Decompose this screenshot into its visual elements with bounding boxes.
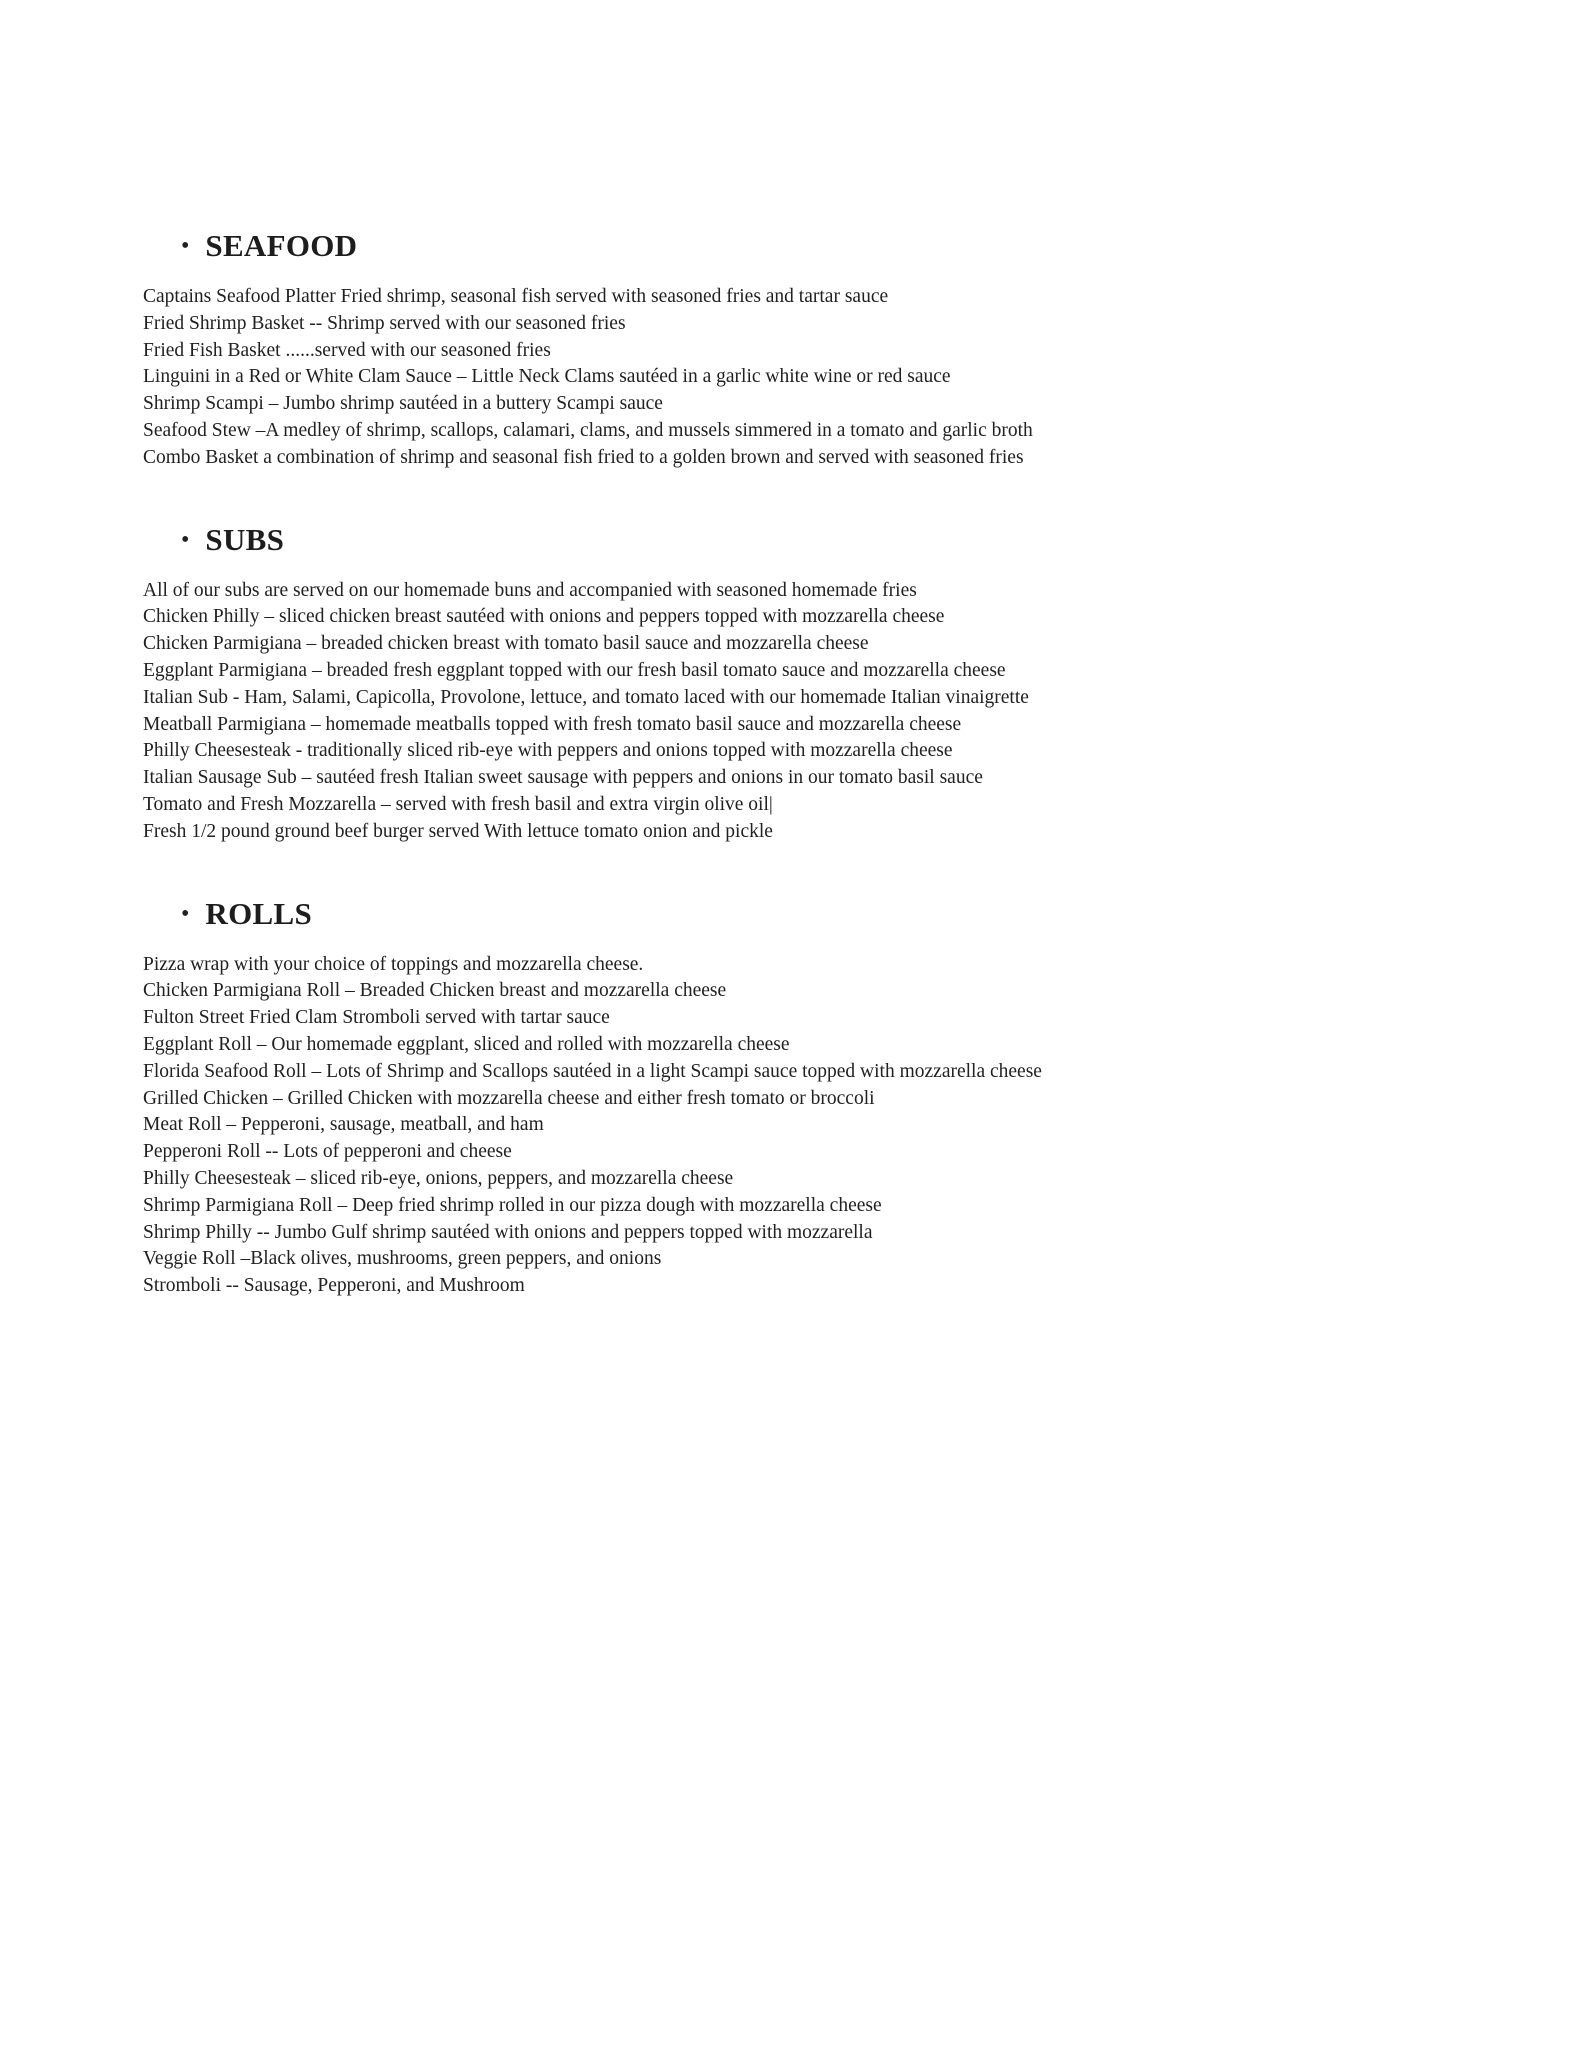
menu-section-rolls [143,896,1492,1300]
menu-item-line: Seafood Stew –A medley of shrimp, scallops, calamari, clams, and mussels simmered in a tomato and garlic broth [143,419,1033,441]
menu-item-line: Meatball Parmigiana – homemade meatballs topped with fresh tomato basil sauce and mozzarella cheese [143,713,962,735]
menu-item-line: Shrimp Parmigiana Roll – Deep fried shrimp rolled in our pizza dough with mozzarella cheese [143,1194,882,1216]
menu-item-line: Chicken Philly – sliced chicken breast sautéed with onions and peppers topped with mozzarella cheese [143,606,945,628]
menu-item-line: Italian Sausage Sub – sautéed fresh Italian sweet sausage with peppers and onions in our tomato basil sauce [143,767,983,789]
menu-item-line: Meat Roll – Pepperoni, sausage, meatball, and ham [143,1114,544,1136]
menu-section-seafood [143,228,1492,472]
bullet-icon: • [181,233,190,259]
menu-item-line: Tomato and Fresh Mozzarella – served with fresh basil and extra virgin olive oil| [143,793,773,815]
menu-item-line: Eggplant Roll – Our homemade eggplant, sliced and rolled with mozzarella cheese [143,1033,790,1055]
menu-item-line: Philly Cheesesteak - traditionally sliced rib-eye with peppers and onions topped with mozzarella cheese [143,740,953,762]
menu-item-line: All of our subs are served on our homemade buns and accompanied with seasoned homemade fries [143,579,917,601]
menu-item-line: Shrimp Philly -- Jumbo Gulf shrimp sautéed with onions and peppers topped with mozzarella [143,1221,873,1243]
menu-item-line: Chicken Parmigiana Roll – Breaded Chicken breast and mozzarella cheese [143,980,727,1002]
menu-item-line: Fulton Street Fried Clam Stromboli served with tartar sauce [143,1007,610,1029]
menu-item-line: Grilled Chicken – Grilled Chicken with mozzarella cheese and either fresh tomato or broccoli [143,1087,875,1109]
menu-item-line: Fresh 1/2 pound ground beef burger served With lettuce tomato onion and pickle [143,820,773,842]
menu-item-line: Pizza wrap with your choice of toppings and mozzarella cheese. [143,953,644,975]
menu-item-line: Linguini in a Red or White Clam Sauce – Little Neck Clams sautéed in a garlic white wine or red sauce [143,366,951,388]
menu-item-line: Combo Basket a combination of shrimp and seasonal fish fried to a golden brown and served with seasoned fries [143,446,1024,468]
menu-item-line: Chicken Parmigiana – breaded chicken breast with tomato basil sauce and mozzarella cheese [143,633,869,655]
menu-item-line: Philly Cheesesteak – sliced rib-eye, onions, peppers, and mozzarella cheese [143,1167,734,1189]
menu-item-line: Veggie Roll –Black olives, mushrooms, green peppers, and onions [143,1248,662,1270]
menu-section-subs [143,522,1492,846]
menu-item-line: Italian Sub - Ham, Salami, Capicolla, Provolone, lettuce, and tomato laced with our homemade Italian vinaigrette [143,686,1029,708]
menu-item-line: Pepperoni Roll -- Lots of pepperoni and cheese [143,1141,512,1163]
section-title: SEAFOOD [205,228,358,263]
bullet-icon: • [181,526,190,553]
section-heading-row [143,896,1492,932]
menu-item-line: Fried Fish Basket ......served with our seasoned fries [143,339,551,361]
menu-item-line: Florida Seafood Roll – Lots of Shrimp and Scallops sautéed in a light Scampi sauce topped with mozzarella cheese [143,1060,1042,1082]
menu-item-line: Eggplant Parmigiana – breaded fresh eggplant topped with our fresh basil tomato sauce and mozzarella cheese [143,659,1006,681]
section-title: SUBS [205,521,285,557]
section-heading-row [143,228,1492,264]
menu-item-line: Captains Seafood Platter Fried shrimp, seasonal fish served with seasoned fries and tartar sauce [143,286,889,307]
menu-item-line: Shrimp Scampi – Jumbo shrimp sautéed in a buttery Scampi sauce [143,393,663,415]
menu-item-line: Fried Shrimp Basket -- Shrimp served with our seasoned fries [143,312,626,334]
section-heading-row [143,522,1492,558]
section-title: ROLLS [205,895,313,931]
bullet-icon: • [181,900,190,927]
menu-item-line: Stromboli -- Sausage, Pepperoni, and Mushroom [143,1275,525,1297]
